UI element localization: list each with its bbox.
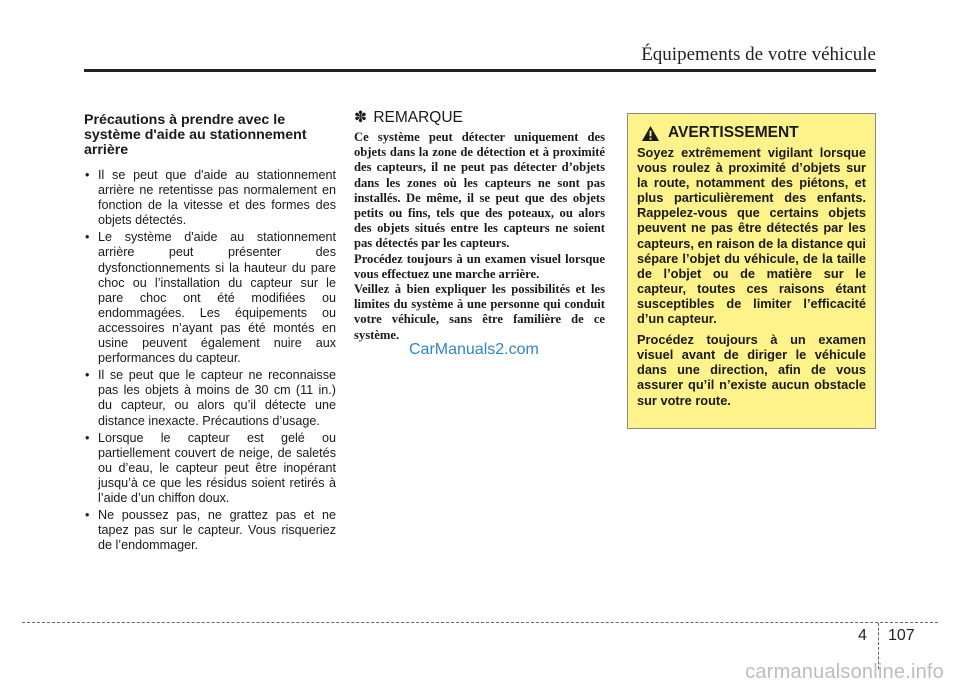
bullet-icon: • [85, 230, 90, 245]
note-column [354, 109, 605, 343]
list-item [84, 508, 336, 553]
bullet-icon: • [85, 508, 90, 523]
warning-paragraph: Procédez toujours à un examen visuel avant de diriger le véhicule dans une direction, afin de vous assurer qu’il n’existe aucun obstacle sur votre route. [637, 332, 866, 408]
left-column [84, 113, 336, 555]
list-item [84, 168, 336, 228]
list-item [84, 230, 336, 366]
list-item-text: Il se peut que d'aide au stationnement arrière ne retentisse pas normalement en fonction de la vitesse et des formes des objets détectés. [98, 168, 336, 228]
note-body: Ce système peut détecter uniquement des objets dans la zone de détection et à proximité des capteurs, il ne peut pas détecter d’objets dans les zones où les capteurs ne sont pas installés. De même, il se peut que des objets petits ou fins, tels que des poteaux, ou alors des objets situés entre les capteurs ne soient pas détectés par les capteurs. Procédez toujours à un examen visuel lorsque vous effectuez une marche arrière. Veillez à bien expliquer les possibilités et les limites du système à une personne qui conduit votre véhicule, sans être familière de ce système. [354, 130, 605, 342]
list-item-text: Il se peut que le capteur ne reconnaisse pas les objets à moins de 30 cm (11 in.) du capteur, ou alors qu’il détecte une distance inexacte. Précautions d’usage. [98, 368, 336, 428]
warning-title: AVERTISSEMENT [668, 124, 799, 141]
list-item [84, 368, 336, 428]
overlay-watermark: CarManuals2.com [409, 341, 539, 358]
footer-divider [22, 622, 938, 623]
list-item-text: Le système d'aide au stationnement arrière peut présenter des dysfonctionnements si la hauteur du pare choc ou l’installation du capteur sur le pare choc ont été modifiées ou endommagées. Les équipements ou accessoires n’ayant pas été montés en usine peuvent également nuire aux performances du capteur. [98, 230, 336, 366]
bullet-icon: • [85, 168, 90, 182]
warning-triangle-icon [641, 125, 660, 142]
list-item-text: Ne poussez pas, ne grattez pas et ne tapez pas sur le capteur. Vous risqueriez de l’endommager. [98, 508, 336, 553]
header-divider [84, 69, 876, 72]
note-heading [354, 109, 605, 127]
note-title: REMARQUE [373, 109, 463, 126]
warning-box [627, 113, 876, 429]
precautions-list [84, 168, 336, 553]
chapter-number: 4 [858, 627, 867, 644]
list-item [84, 431, 336, 506]
bullet-icon: • [85, 368, 90, 383]
section-title: Précautions à prendre avec le système d'aide au stationnement arrière [84, 112, 307, 158]
warning-paragraph: Soyez extrêmement vigilant lorsque vous roulez à proximité d’objets sur la route, notamment des piétons, et plus particulièrement des enfants. Rappelez-vous que certains objets peuvent ne pas être détectés par les capteurs, en raison de la distance qui sépare l’objet du véhicule, de la taille de l’objet ou de matière sur le capteur, toutes ces raisons étant susceptibles de limiter l’efficacité d’un capteur. [637, 145, 866, 327]
bullet-icon: • [85, 430, 90, 445]
asterisk-icon: ✽ [354, 109, 367, 126]
warning-header [637, 124, 866, 142]
site-watermark: carmanualsonline.info [745, 661, 944, 683]
page-header-title: Équipements de votre véhicule [641, 44, 876, 65]
list-item-text: Lorsque le capteur est gelé ou partiellement couvert de neige, de saletés ou d’eau, le capteur peut être inopérant jusqu’à ce que les résidus soient retirés à l’aide d’un chiffon doux. [98, 430, 336, 505]
page-number: 107 [888, 627, 915, 644]
